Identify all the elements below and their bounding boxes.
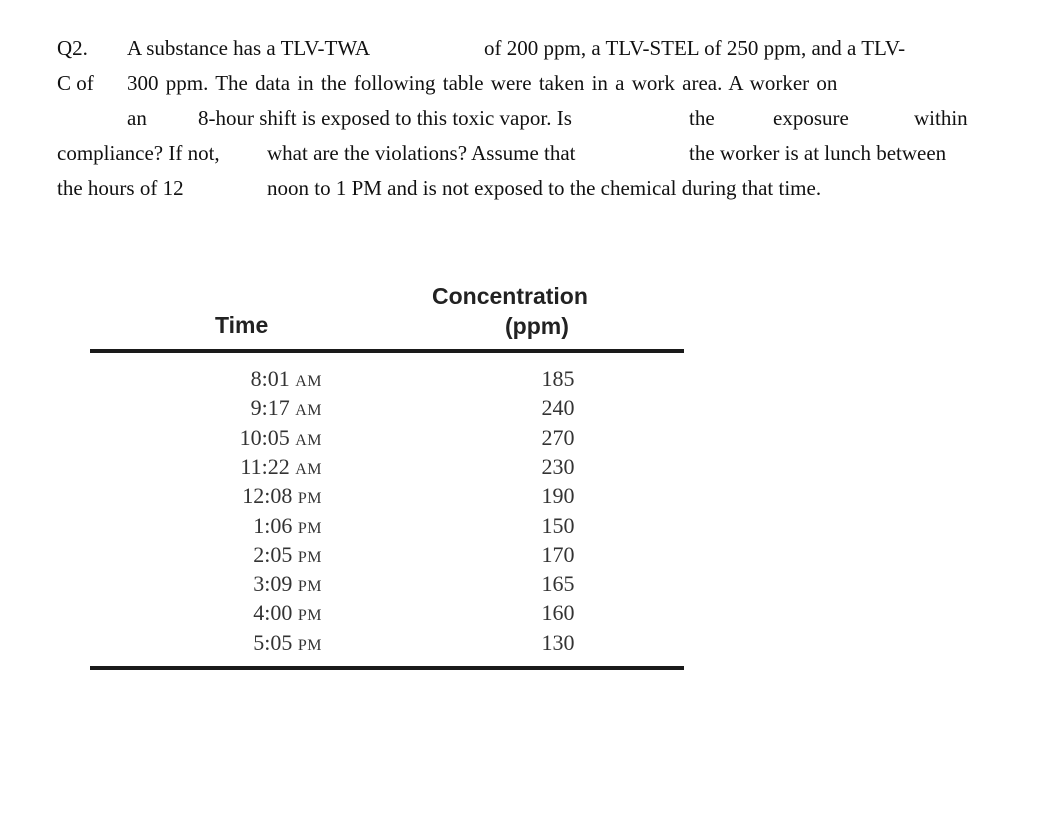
- column-header-time: Time: [215, 312, 269, 338]
- ampm-label: PM: [297, 549, 322, 566]
- time-value: 10:05: [239, 425, 290, 450]
- time-cell: [182, 366, 322, 392]
- concentration-cell: 230: [541, 454, 575, 479]
- column-header-units: (ppm): [505, 313, 569, 339]
- ampm-label: PM: [297, 637, 322, 654]
- ampm-label: AM: [295, 432, 322, 449]
- question-text: 300 ppm. The data in the following table were taken in a work area. A worker on: [127, 71, 838, 95]
- ampm-label: AM: [295, 461, 322, 478]
- ampm-label: AM: [295, 373, 322, 390]
- time-value: 3:09: [253, 571, 293, 596]
- question-text: the: [689, 106, 715, 130]
- ampm-label: PM: [297, 607, 322, 624]
- concentration-cell: 270: [541, 425, 575, 450]
- bottom-rule: [90, 666, 684, 670]
- time-cell: [182, 425, 322, 451]
- question-text: compliance? If not,: [57, 141, 220, 165]
- time-cell: [182, 600, 322, 626]
- time-value: 12:08: [242, 483, 293, 508]
- question-text: noon to 1 PM and is not exposed to the chemical during that time.: [267, 176, 822, 200]
- concentration-cell: 130: [541, 630, 575, 655]
- time-value: 1:06: [253, 513, 293, 538]
- question-text: an: [127, 106, 147, 130]
- column-header-concentration: Concentration: [432, 283, 588, 309]
- question-text: C of: [57, 71, 94, 95]
- time-cell: [182, 483, 322, 509]
- question-number: Q2.: [57, 36, 88, 60]
- concentration-cell: 165: [541, 571, 575, 596]
- question-text: 8-hour shift is exposed to this toxic vapor. Is: [198, 106, 572, 130]
- ampm-label: PM: [297, 578, 322, 595]
- question-text: the worker is at lunch between: [689, 141, 947, 165]
- concentration-cell: 150: [541, 513, 575, 538]
- time-value: 4:00: [253, 600, 293, 625]
- time-value: 8:01: [250, 366, 290, 391]
- time-cell: [182, 395, 322, 421]
- time-value: 11:22: [240, 454, 290, 479]
- concentration-cell: 240: [541, 395, 575, 420]
- ampm-label: PM: [297, 490, 322, 507]
- ampm-label: AM: [295, 402, 322, 419]
- header-rule: [90, 349, 684, 353]
- concentration-cell: 170: [541, 542, 575, 567]
- time-value: 2:05: [253, 542, 293, 567]
- question-text: within: [914, 106, 968, 130]
- concentration-cell: 190: [541, 483, 575, 508]
- question-text: the hours of 12: [57, 176, 184, 200]
- question-text: of 200 ppm, a TLV-STEL of 250 ppm, and a TLV-: [484, 36, 906, 60]
- concentration-cell: 185: [541, 366, 575, 391]
- time-cell: [182, 454, 322, 480]
- time-cell: [182, 513, 322, 539]
- question-text: what are the violations? Assume that: [267, 141, 576, 165]
- concentration-cell: 160: [541, 600, 575, 625]
- time-value: 9:17: [250, 395, 290, 420]
- question-text: A substance has a TLV-TWA: [127, 36, 371, 60]
- time-value: 5:05: [253, 630, 293, 655]
- question-text: exposure: [773, 106, 849, 130]
- time-cell: [182, 630, 322, 656]
- time-cell: [182, 542, 322, 568]
- ampm-label: PM: [297, 520, 322, 537]
- time-cell: [182, 571, 322, 597]
